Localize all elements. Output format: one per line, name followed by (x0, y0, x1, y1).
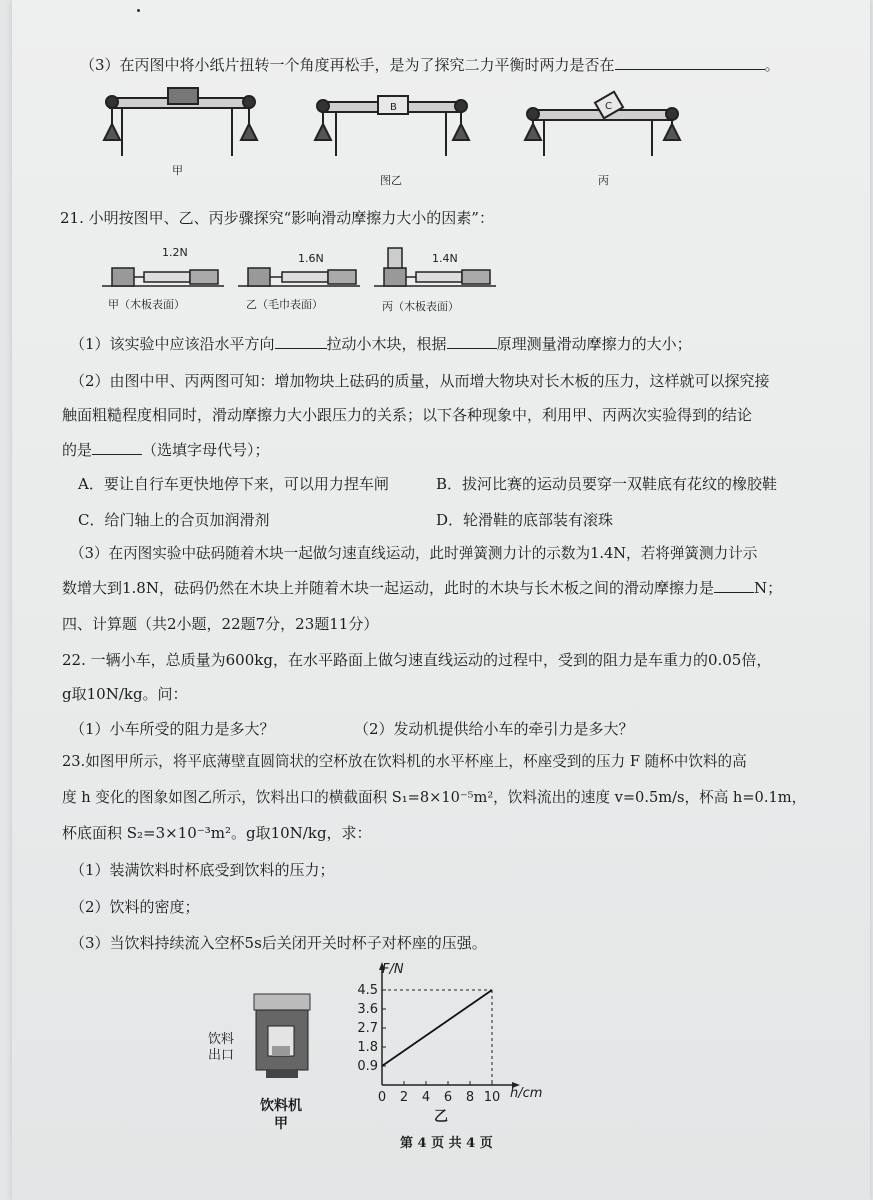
fig20-label-a: 甲 (172, 164, 183, 177)
q21-part1: （1）该实验中应该沿水平方向 拉动小木块，根据 原理测量滑动摩擦力的大小； (70, 335, 692, 353)
q21-stem: 21. 小明按图甲、乙、丙步骤探究“影响滑动摩擦力大小的因素”： (60, 209, 494, 227)
option-a: A．要让自行车更快地停下来，可以用力捏车闸 (78, 475, 389, 493)
chart-xlabel: h/cm (510, 1086, 543, 1101)
q23-line1: 23.如图甲所示，将平底薄壁直圆筒状的空杯放在饮料机的水平杯座上，杯座受到的压力 F 随杯中饮料的高 (62, 753, 747, 770)
page-footer: 第 4 页 共 4 页 (400, 1136, 493, 1151)
block-c-label: C (605, 101, 612, 112)
q22-line2: g取10N/kg。问： (62, 685, 188, 703)
y-tick-label: 4.5 (357, 983, 378, 998)
reading-c: 1.4N (432, 252, 458, 265)
q22-sub2: （2）发动机提供给小车的牵引力是多大？ (354, 720, 634, 738)
x-tick-label: 2 (399, 1090, 409, 1105)
y-tick-label: 1.8 (357, 1040, 378, 1055)
y-tick-label: 0.9 (357, 1059, 378, 1074)
q23-sub2: （2）饮料的密度； (70, 898, 200, 916)
option-b: B．拔河比赛的运动员要穿一双鞋底有花纹的橡胶鞋 (436, 475, 778, 493)
q21-part3-line2: 数增大到1.8N，砝码仍然在木块上并随着木块一起运动，此时的木块与长木板之间的滑动摩擦力是 N； (62, 579, 783, 597)
q22-line1: 22. 一辆小车，总质量为600kg，在水平路面上做匀速直线运动的过程中，受到的阻力是车重力的0.05倍， (62, 651, 772, 669)
section-4-heading: 四、计算题（共2小题，22题7分，23题11分） (62, 615, 379, 633)
q21-part2-line1: （2）由图中甲、丙两图可知：增加物块上砝码的质量，从而增大物块对长木板的压力，这样就可以探究接 (70, 372, 770, 390)
graph-caption: 乙 (434, 1109, 448, 1125)
exam-page (12, 0, 870, 1200)
x-tick-label: 4 (421, 1090, 431, 1105)
q23-line2: 度 h 变化的图象如图乙所示，饮料出口的横截面积 S₁=8×10⁻⁵m²，饮料流出的速度 v=0.5m/s，杯高 h=0.1m， (62, 789, 807, 806)
speck (137, 9, 140, 12)
x-tick-label: 10 (483, 1090, 501, 1105)
reading-b: 1.6N (298, 252, 324, 265)
beverage-machine-figure (246, 990, 316, 1090)
q22-sub1: （1）小车所受的阻力是多大？ (70, 720, 275, 738)
q23-sub3: （3）当饮料持续流入空杯5s后关闭开关时杯子对杯座的压强。 (70, 934, 487, 952)
option-d: D．轮滑鞋的底部装有滚珠 (436, 511, 614, 529)
y-tick-label: 3.6 (357, 1002, 378, 1017)
outlet-label-2: 出口 (208, 1048, 235, 1063)
q21-part2-line2: 触面粗糙程度相同时，滑动摩擦力大小跟压力的关系；以下各种现象中，利用甲、丙两次实验得到的结论 (62, 406, 753, 424)
fig20-label-b: 图乙 (380, 174, 402, 187)
y-tick-label: 2.7 (357, 1021, 378, 1036)
chart-ylabel: F/N (382, 962, 404, 977)
reading-a: 1.2N (162, 246, 188, 259)
caption-a: 甲（木板表面） (108, 298, 185, 311)
q21-part2-line3: 的是 （选填字母代号）； (62, 441, 270, 459)
x-tick-label: 6 (443, 1090, 453, 1105)
outlet-label-1: 饮料 (208, 1032, 235, 1047)
x-tick-label: 0 (377, 1090, 387, 1105)
option-c: C．给门轴上的合页加润滑剂 (78, 511, 270, 529)
series-line (382, 990, 492, 1066)
q20-part3: （3）在丙图中将小纸片扭转一个角度再松手，是为了探究二力平衡时两力是否在 。 (80, 56, 780, 74)
block-b-label: B (390, 102, 397, 113)
machine-caption: 饮料机 (260, 1098, 302, 1114)
q21-part3-line1: （3）在丙图实验中砝码随着木块一起做匀速直线运动，此时弹簧测力计的示数为1.4N，若将弹簧测力计示 (70, 545, 758, 562)
caption-b: 乙（毛巾表面） (246, 298, 323, 311)
caption-c: 丙（木板表面） (382, 300, 459, 313)
x-tick-label: 8 (465, 1090, 475, 1105)
q23-sub1: （1）装满饮料时杯底受到饮料的压力； (70, 861, 335, 879)
machine-caption-sub: 甲 (274, 1116, 288, 1132)
fig20-label-c: 丙 (598, 174, 609, 187)
q23-line3: 杯底面积 S₂=3×10⁻³m²。g取10N/kg，求： (62, 824, 372, 842)
